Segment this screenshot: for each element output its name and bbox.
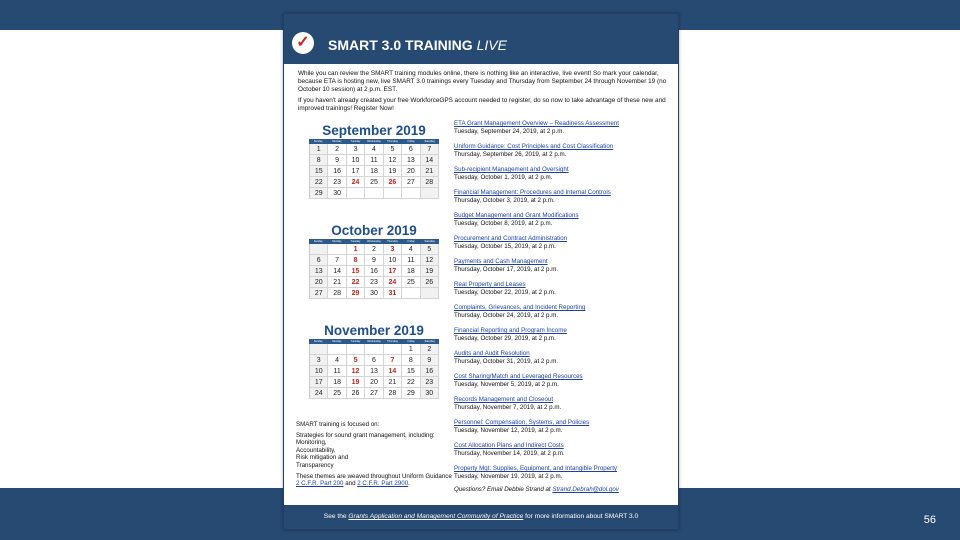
- calendar-day: 22: [402, 377, 420, 388]
- calendar-day: 18: [328, 377, 346, 388]
- calendar-title: October 2019: [331, 223, 417, 238]
- calendar-day: [347, 188, 365, 199]
- session-date: Tuesday, October 1, 2019, at 2 p.m.: [454, 174, 553, 181]
- calendar-day: 3: [310, 355, 328, 366]
- calendar-day: 2: [421, 344, 439, 355]
- calendar-day: 31: [384, 288, 402, 299]
- weekday-label: Saturday: [424, 140, 435, 143]
- focus-item: Transparency: [296, 461, 334, 469]
- calendar-day: 25: [402, 277, 420, 288]
- calendar-day: 13: [310, 266, 328, 277]
- weave-and: and: [345, 480, 356, 488]
- calendar-day: 26: [421, 277, 439, 288]
- calendar-day: 15: [402, 366, 420, 377]
- calendar-day: 19: [421, 266, 439, 277]
- calendar-day: [328, 244, 346, 255]
- calendar-day: 26: [347, 388, 365, 399]
- session-date: Thursday, October 31, 2019, at 2 p.m.: [454, 358, 559, 365]
- session-title-link[interactable]: Uniform Guidance: Cost Principles and Cost Classification: [454, 143, 614, 150]
- calendar-day: 12: [347, 366, 365, 377]
- footer-prefix: See the: [323, 513, 347, 520]
- calendar-day: 3: [347, 144, 365, 155]
- session-date: Thursday, October 17, 2019, at 2 p.m.: [454, 266, 559, 273]
- calendar-day: 21: [384, 377, 402, 388]
- calendar-day: 30: [328, 188, 346, 199]
- focus-strategies-text: Strategies for sound grant management, including:: [296, 431, 435, 439]
- focus-strategies: [296, 432, 456, 470]
- calendar-day: 28: [384, 388, 402, 399]
- weekday-label: Friday: [407, 240, 415, 243]
- calendar-day: [328, 344, 346, 355]
- calendar-day: 2: [328, 144, 346, 155]
- weekday-label: Sunday: [313, 140, 323, 143]
- weekday-label: Sunday: [313, 240, 323, 243]
- weekday-label: Tuesday: [350, 140, 361, 143]
- cfr-200-link[interactable]: 2 C.F.R. Part 200: [296, 480, 344, 488]
- flyer-title-live: LIVE: [476, 37, 507, 53]
- calendar-day: 20: [310, 277, 328, 288]
- calendar-day: 9: [421, 355, 439, 366]
- calendar-day: [402, 288, 420, 299]
- weekday-label: Saturday: [424, 340, 435, 343]
- questions-line: [454, 486, 674, 493]
- intro-paragraph-2: If you haven't already created your free WorkforceGPS account needed to register, do so now to take advantage of these new and improved trainings! Register Now!: [298, 97, 666, 112]
- calendar-day: 6: [310, 255, 328, 266]
- session-date: Tuesday, September 24, 2019, at 2 p.m.: [454, 128, 565, 135]
- session-title-link[interactable]: Complaints, Grievances, and Incident Reporting: [454, 304, 586, 311]
- session-item: [454, 281, 674, 304]
- calendar-day: 1: [347, 244, 365, 255]
- focus-item: Risk mitigation and: [296, 454, 349, 462]
- calendar-day: 11: [328, 366, 346, 377]
- calendar-day: 3: [384, 244, 402, 255]
- calendar-day: 29: [402, 388, 420, 399]
- flyer-header: [284, 14, 678, 64]
- calendar-title: November 2019: [324, 323, 424, 338]
- calendar-day: 30: [365, 288, 383, 299]
- focus-section: [296, 421, 456, 491]
- weekday-label: Monday: [332, 240, 342, 243]
- flyer-footer: [284, 505, 678, 529]
- calendar-day: 27: [310, 288, 328, 299]
- session-title-link[interactable]: Budget Management and Grant Modifications: [454, 212, 579, 219]
- calendar-day: 22: [310, 177, 328, 188]
- calendar-day: 27: [402, 177, 420, 188]
- flyer-title: [328, 37, 507, 53]
- session-item: [454, 143, 674, 166]
- calendar-day: 8: [347, 255, 365, 266]
- weekday-label: Tuesday: [350, 240, 361, 243]
- weekday-label: Friday: [407, 140, 415, 143]
- calendar-day: 1: [402, 344, 420, 355]
- session-date: Thursday, October 24, 2019, at 2 p.m.: [454, 312, 559, 319]
- calendar-day: 23: [421, 377, 439, 388]
- calendar-day: 10: [384, 255, 402, 266]
- calendar-grid: [309, 344, 439, 399]
- weave-text: These themes are weaved throughout Uniform Guidance: [296, 472, 452, 480]
- session-date: Tuesday, October 29, 2019, at 2 p.m.: [454, 335, 556, 342]
- calendar-day: 17: [310, 377, 328, 388]
- calendar-day: [384, 344, 402, 355]
- session-date: Thursday, November 7, 2019, at 2 p.m.: [454, 404, 562, 411]
- calendar-day: 11: [365, 155, 383, 166]
- session-item: [454, 235, 674, 258]
- session-title-link[interactable]: Financial Reporting and Program Income: [454, 327, 567, 334]
- calendar-day: 15: [347, 266, 365, 277]
- session-date: Tuesday, November 5, 2019, at 2 p.m.: [454, 381, 559, 388]
- calendar-day: 14: [384, 366, 402, 377]
- training-flyer: [283, 13, 679, 530]
- calendar-day: 10: [310, 366, 328, 377]
- calendar-day: 4: [402, 244, 420, 255]
- session-title-link[interactable]: Audits and Audit Resolution: [454, 350, 530, 357]
- session-date: Thursday, November 14, 2019, at 2 p.m.: [454, 450, 565, 457]
- footer-suffix: for more information about SMART 3.0: [525, 513, 639, 520]
- calendar-day: 16: [365, 266, 383, 277]
- calendar-day: 6: [365, 355, 383, 366]
- calendar-day: 26: [384, 177, 402, 188]
- calendar-day: 28: [328, 288, 346, 299]
- calendar-day: 12: [421, 255, 439, 266]
- calendar-day: 5: [384, 144, 402, 155]
- session-item: [454, 373, 674, 396]
- session-item: [454, 327, 674, 350]
- weekday-label: Wednesday: [367, 340, 381, 343]
- calendar-september: [309, 122, 439, 199]
- calendar-day: 23: [328, 177, 346, 188]
- calendar-day: 20: [402, 166, 420, 177]
- session-item: [454, 465, 674, 488]
- calendar-day: 20: [365, 377, 383, 388]
- calendar-day: 9: [365, 255, 383, 266]
- session-title-link[interactable]: Cost Sharing/Match and Leveraged Resources: [454, 373, 583, 380]
- flyer-title-text: SMART 3.0 TRAINING: [328, 37, 473, 53]
- session-item: [454, 258, 674, 281]
- calendar-day: 13: [365, 366, 383, 377]
- session-title-link[interactable]: Records Management and Closeout: [454, 396, 554, 403]
- session-item: [454, 419, 674, 442]
- calendar-day: 17: [347, 166, 365, 177]
- session-date: Tuesday, October 15, 2019, at 2 p.m.: [454, 243, 556, 250]
- weekday-label: Monday: [332, 140, 342, 143]
- session-date: Tuesday, November 19, 2019, at 2 p.m.: [454, 473, 563, 480]
- weekday-label: Monday: [332, 340, 342, 343]
- calendar-day: 6: [402, 144, 420, 155]
- calendar-day: 23: [365, 277, 383, 288]
- calendar-day: 19: [347, 377, 365, 388]
- session-item: [454, 120, 674, 143]
- calendar-day: 30: [421, 388, 439, 399]
- calendar-day: 19: [384, 166, 402, 177]
- session-title-link[interactable]: Property Mgt: Supplies, Equipment, and Intangible Property: [454, 465, 618, 472]
- calendar-grid: [309, 144, 439, 199]
- calendar-day: [421, 288, 439, 299]
- focus-heading: SMART training is focused on:: [296, 421, 380, 428]
- calendar-grid: [309, 244, 439, 299]
- calendar-day: 25: [365, 177, 383, 188]
- calendar-day: [402, 188, 420, 199]
- weekday-label: Thursday: [387, 240, 398, 243]
- calendar-day: [421, 188, 439, 199]
- calendar-day: 14: [328, 266, 346, 277]
- session-item: [454, 350, 674, 373]
- calendar-day: 14: [421, 155, 439, 166]
- session-item: [454, 166, 674, 189]
- calendar-day: [310, 344, 328, 355]
- calendar-day: 16: [328, 166, 346, 177]
- session-date: Thursday, September 26, 2019, at 2 p.m.: [454, 151, 567, 158]
- calendar-day: 7: [421, 144, 439, 155]
- slide-number: 56: [923, 514, 936, 526]
- calendar-day: 18: [365, 166, 383, 177]
- calendar-day: 29: [310, 188, 328, 199]
- calendar-day: 22: [347, 277, 365, 288]
- weave-end: .: [408, 480, 410, 488]
- session-title-link[interactable]: Procurement and Contract Administration: [454, 235, 568, 242]
- calendar-day: 5: [421, 244, 439, 255]
- community-of-practice-link[interactable]: Grants Application and Management Community of Practice: [348, 513, 524, 520]
- calendar-day: 25: [328, 388, 346, 399]
- calendar-day: 28: [421, 177, 439, 188]
- session-item: [454, 189, 674, 212]
- session-title-link[interactable]: Financial Management: Procedures and Internal Controls: [454, 189, 611, 196]
- weekday-label: Wednesday: [367, 140, 381, 143]
- calendar-day: [384, 188, 402, 199]
- session-title-link[interactable]: ETA Grant Management Overview – Readiness Assessment: [454, 120, 619, 127]
- weekday-label: Tuesday: [350, 340, 361, 343]
- weekday-label: Saturday: [424, 240, 435, 243]
- calendar-day: 21: [421, 166, 439, 177]
- intro-paragraph-1: While you can review the SMART training modules online, there is nothing like an interactive, live event! So mark your calendar, because ETA is hosting new, live SMART 3.0 trainings every Tuesday and Thursday from September 24 through November 19 (no October 10 session) at 2 p.m. EST.: [298, 70, 667, 93]
- calendar-day: 8: [310, 155, 328, 166]
- calendar-day: 2: [365, 244, 383, 255]
- calendar-day: 24: [310, 388, 328, 399]
- session-title-link[interactable]: Payments and Cash Management: [454, 258, 548, 265]
- weekday-label: Thursday: [387, 140, 398, 143]
- calendar-day: 4: [365, 144, 383, 155]
- calendar-day: 10: [347, 155, 365, 166]
- calendar-day: 27: [365, 388, 383, 399]
- intro-text: [298, 70, 668, 116]
- calendar-october: [309, 222, 439, 299]
- calendar-day: [347, 344, 365, 355]
- focus-weave: [296, 473, 456, 488]
- calendar-day: 7: [384, 355, 402, 366]
- calendar-day: 7: [328, 255, 346, 266]
- session-date: Tuesday, October 22, 2019, at 2 p.m.: [454, 289, 556, 296]
- session-date: Tuesday, October 8, 2019, at 2 p.m.: [454, 220, 553, 227]
- calendar-day: 1: [310, 144, 328, 155]
- checkmark-icon: ✓: [292, 32, 314, 54]
- weekday-label: Wednesday: [367, 240, 381, 243]
- calendar-day: 11: [402, 255, 420, 266]
- session-item: [454, 396, 674, 419]
- session-item: [454, 212, 674, 235]
- calendar-day: 9: [328, 155, 346, 166]
- session-list: [454, 120, 674, 488]
- session-date: Thursday, October 3, 2019, at 2 p.m.: [454, 197, 555, 204]
- focus-item: Monitoring,: [296, 439, 327, 447]
- calendar-day: 16: [421, 366, 439, 377]
- session-title-link[interactable]: Cost Allocation Plans and Indirect Costs: [454, 442, 564, 449]
- calendar-day: [310, 244, 328, 255]
- calendar-day: 15: [310, 166, 328, 177]
- calendar-day: 17: [384, 266, 402, 277]
- session-item: [454, 442, 674, 465]
- calendar-day: 12: [384, 155, 402, 166]
- calendar-day: 29: [347, 288, 365, 299]
- session-title-link[interactable]: Personnel: Compensation, Systems, and Policies: [454, 419, 590, 426]
- session-date: Tuesday, November 12, 2019, at 2 p.m.: [454, 427, 563, 434]
- questions-email-link[interactable]: Strand.Debrah@dol.gov: [552, 486, 619, 493]
- calendar-day: 5: [347, 355, 365, 366]
- calendar-day: 13: [402, 155, 420, 166]
- calendar-day: [365, 188, 383, 199]
- calendar-title: September 2019: [322, 123, 426, 138]
- weekday-label: Thursday: [387, 340, 398, 343]
- focus-item: Accountability,: [296, 446, 336, 454]
- calendar-day: 8: [402, 355, 420, 366]
- calendar-day: 21: [328, 277, 346, 288]
- calendar-day: [365, 344, 383, 355]
- session-title-link[interactable]: Real Property and Leases: [454, 281, 526, 288]
- calendar-day: 24: [347, 177, 365, 188]
- weekday-label: Sunday: [313, 340, 323, 343]
- session-item: [454, 304, 674, 327]
- questions-prefix: Questions? Email Debbie Strand at: [454, 486, 551, 493]
- calendar-day: 24: [384, 277, 402, 288]
- calendar-day: 4: [328, 355, 346, 366]
- calendar-day: 18: [402, 266, 420, 277]
- cfr-2900-link[interactable]: 2 C.F.R. Part 2900: [357, 480, 409, 488]
- weekday-label: Friday: [407, 340, 415, 343]
- session-title-link[interactable]: Sub-recipient Management and Oversight: [454, 166, 569, 173]
- calendar-november: [309, 322, 439, 399]
